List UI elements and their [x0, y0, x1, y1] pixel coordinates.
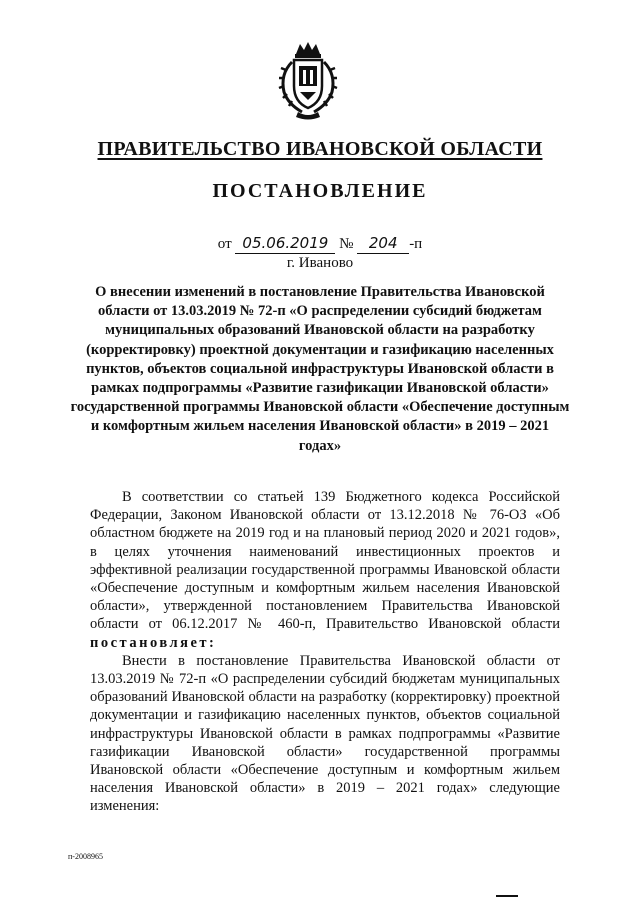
document-code: п-2008965: [68, 852, 103, 861]
paragraph-2: Внести в постановление Правительства Ивановской области от 13.03.2019 № 72-п «О распределении субсидий бюджетам муниципальных образований Ивановской области на разработку (корректировку) проектной документации и газификацию населенных пунктов, объектов социальной инфраструктуры Ивановской области в рамках подпрограммы «Развитие газификации Ивановской области» государственной программы Ивановской области «Обеспечение доступным и комфортным жильем населения Ивановской области» в 2019 – 2021 годах» следующие изменения:: [90, 652, 560, 815]
document-number: 204: [357, 233, 409, 254]
date-prefix: от: [217, 236, 232, 252]
number-suffix: -п: [409, 236, 423, 252]
government-title: ПРАВИТЕЛЬСТВО ИВАНОВСКОЙ ОБЛАСТИ: [97, 138, 543, 160]
city: г. Иваново: [286, 255, 354, 271]
coat-of-arms-icon: [276, 40, 340, 120]
paragraph-1: [90, 488, 560, 652]
resolves-word: постановляет:: [90, 634, 217, 651]
page-mark: [496, 895, 518, 897]
document-date: 05.06.2019: [235, 233, 335, 254]
number-sign: №: [339, 236, 354, 252]
paragraph-1-text: В соответствии со статьей 139 Бюджетного кодекса Российской Федерации, Законом Ивановской области от 13.12.2018 № 76-ОЗ «Об областном бюджете на 2019 год и на плановый период 2020 и 2021 годов», в целях уточнения наименований инвестиционных проектов и эффективной реализации государственной программы Ивановской области «Обеспечение доступным и комфортным жильем населения Ивановской области», утвержденной постановлением Правительства Ивановской области от 06.12.2017 № 460-п, Правительство Ивановской области: [90, 489, 560, 633]
document-type-title: ПОСТАНОВЛЕНИЕ: [212, 180, 428, 202]
document-heading: О внесении изменений в постановление Правительства Ивановской области от 13.03.2019 № 72-п «О распределении субсидий бюджетам муниципальных образований Ивановской области на разработку (корректировку) проектной документации и газификацию населенных пунктов, объектов социальной инфраструктуры Ивановской области в рамках подпрограммы «Развитие газификации Ивановской области» государственной программы Ивановской области «Обеспечение доступным и комфортным жильем населения Ивановской области» в 2019 – 2021 годах»: [70, 284, 570, 454]
document-body: [90, 488, 560, 816]
date-number-line: [0, 233, 640, 254]
